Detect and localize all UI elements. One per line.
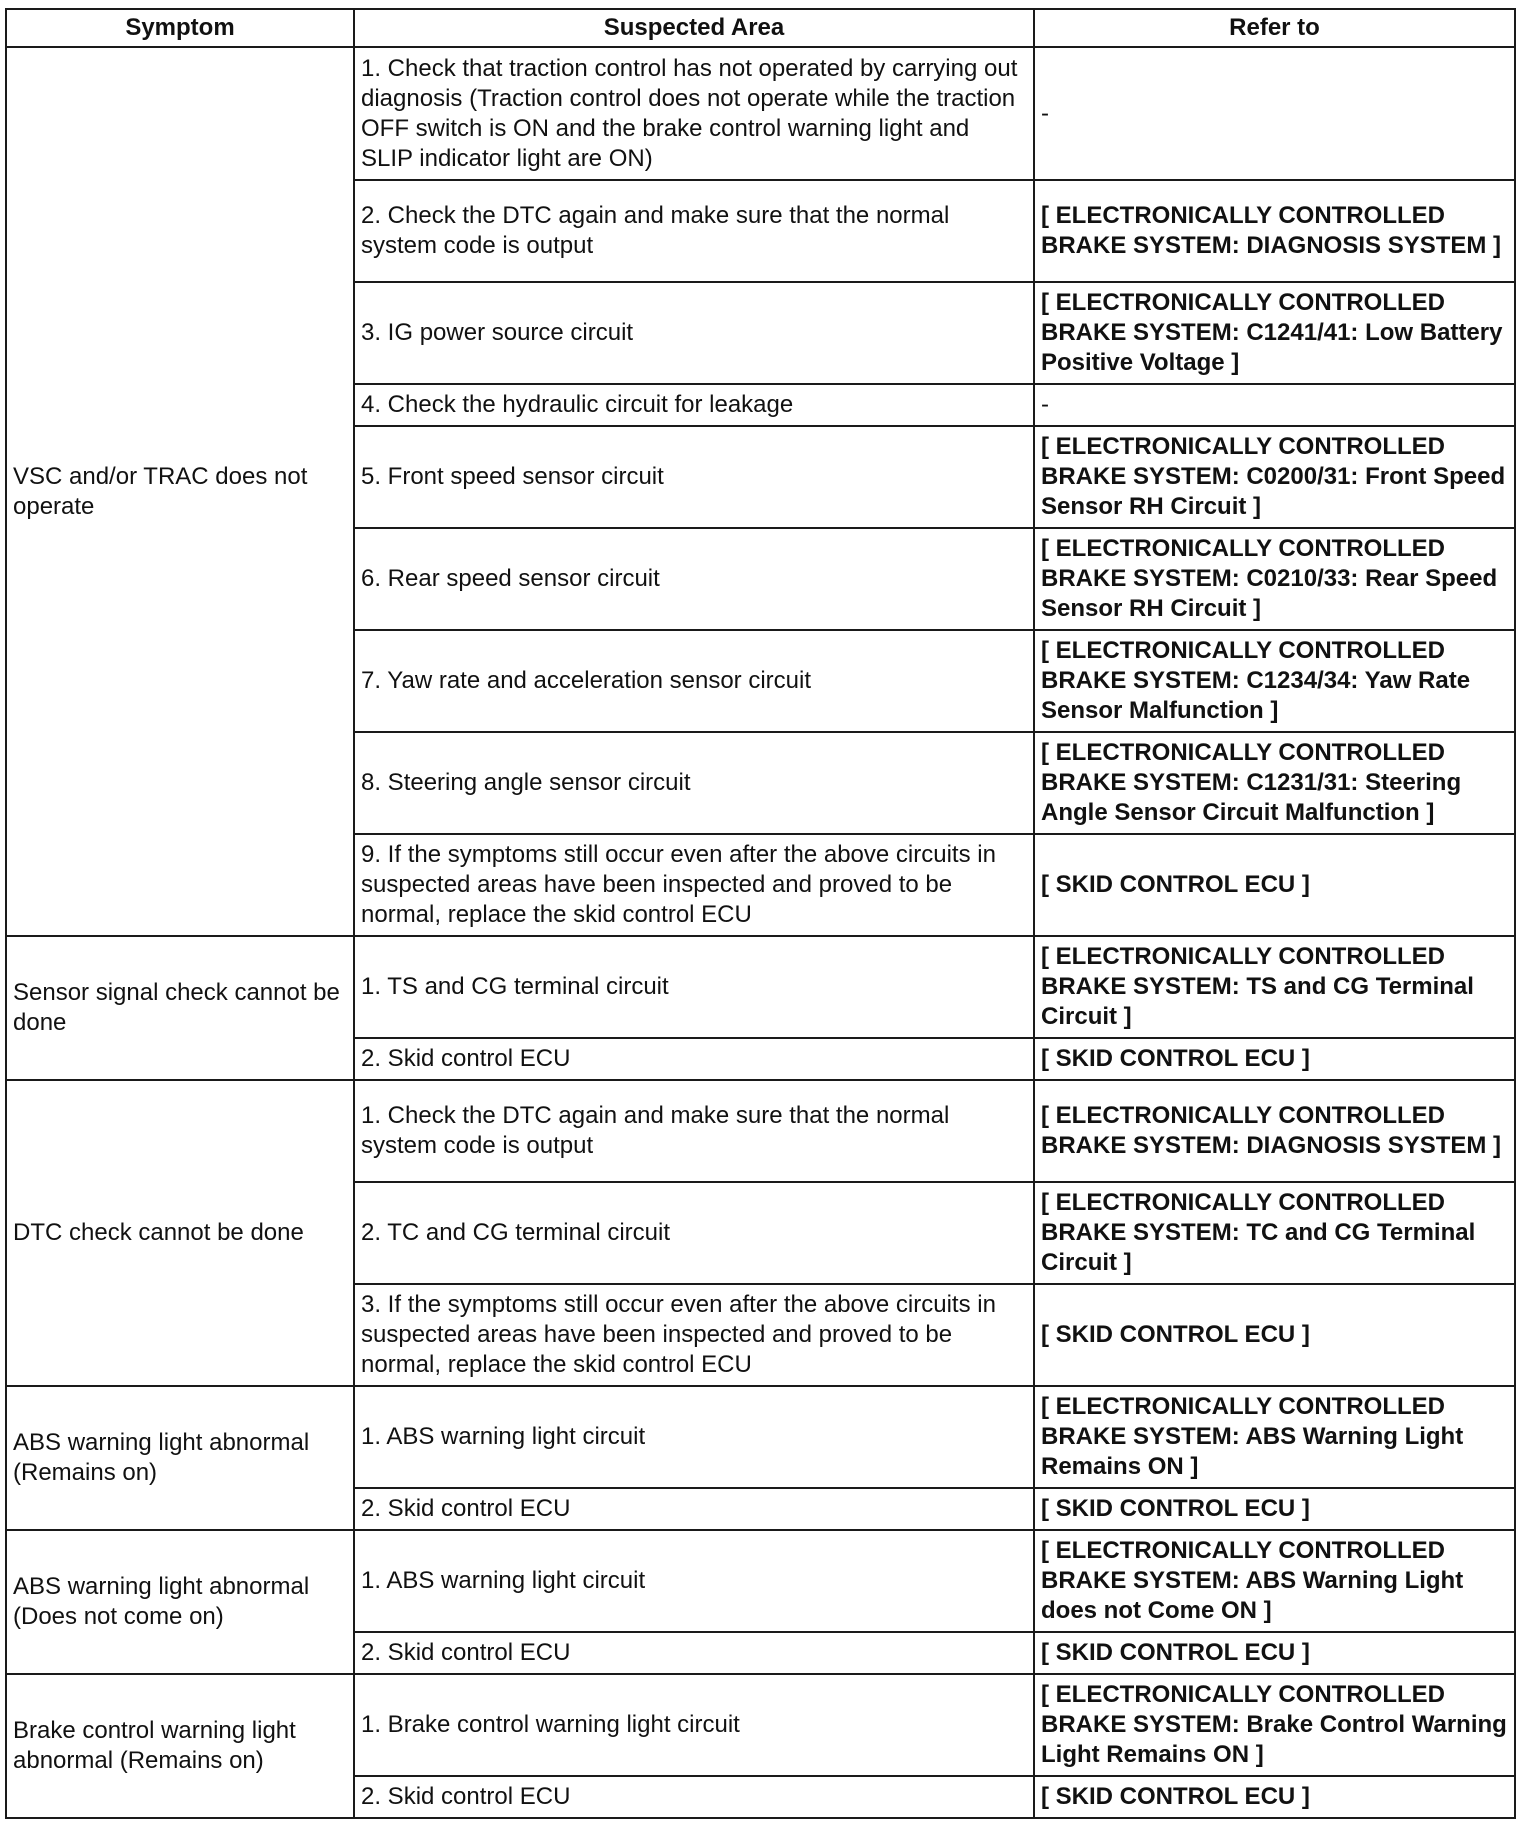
symptom-cell: ABS warning light abnormal (Remains on) <box>6 1386 354 1530</box>
refer-cell: - <box>1034 384 1515 426</box>
refer-cell: [ SKID CONTROL ECU ] <box>1034 1284 1515 1386</box>
suspected-area-cell: 9. If the symptoms still occur even after the above circuits in suspected areas have been inspected and proved to be normal, replace the skid control ECU <box>354 834 1034 936</box>
troubleshooting-table <box>5 8 1516 1819</box>
refer-cell: [ ELECTRONICALLY CONTROLLED BRAKE SYSTEM: C1231/31: Steering Angle Sensor Circuit Malfunction ] <box>1034 732 1515 834</box>
suspected-area-cell: 3. If the symptoms still occur even after the above circuits in suspected areas have been inspected and proved to be normal, replace the skid control ECU <box>354 1284 1034 1386</box>
suspected-area-cell: 2. Skid control ECU <box>354 1632 1034 1674</box>
refer-cell: [ ELECTRONICALLY CONTROLLED BRAKE SYSTEM: DIAGNOSIS SYSTEM ] <box>1034 1080 1515 1182</box>
suspected-area-cell: 2. Skid control ECU <box>354 1488 1034 1530</box>
suspected-area-cell: 1. TS and CG terminal circuit <box>354 936 1034 1038</box>
suspected-area-cell: 1. Check that traction control has not operated by carrying out diagnosis (Traction control does not operate while the traction OFF switch is ON and the brake control warning light and SLIP indicator light are ON) <box>354 47 1034 180</box>
refer-cell: [ ELECTRONICALLY CONTROLLED BRAKE SYSTEM: DIAGNOSIS SYSTEM ] <box>1034 180 1515 282</box>
refer-cell: [ SKID CONTROL ECU ] <box>1034 834 1515 936</box>
suspected-area-cell: 8. Steering angle sensor circuit <box>354 732 1034 834</box>
header-refer-to: Refer to <box>1034 9 1515 47</box>
refer-cell: [ SKID CONTROL ECU ] <box>1034 1488 1515 1530</box>
suspected-area-cell: 4. Check the hydraulic circuit for leakage <box>354 384 1034 426</box>
refer-cell: [ ELECTRONICALLY CONTROLLED BRAKE SYSTEM: Brake Control Warning Light Remains ON ] <box>1034 1674 1515 1776</box>
refer-cell: [ SKID CONTROL ECU ] <box>1034 1776 1515 1818</box>
refer-cell: [ ELECTRONICALLY CONTROLLED BRAKE SYSTEM: C0200/31: Front Speed Sensor RH Circuit ] <box>1034 426 1515 528</box>
header-suspected-area: Suspected Area <box>354 9 1034 47</box>
suspected-area-cell: 2. Skid control ECU <box>354 1776 1034 1818</box>
refer-cell: [ ELECTRONICALLY CONTROLLED BRAKE SYSTEM: TS and CG Terminal Circuit ] <box>1034 936 1515 1038</box>
suspected-area-cell: 1. ABS warning light circuit <box>354 1530 1034 1632</box>
refer-cell: [ ELECTRONICALLY CONTROLLED BRAKE SYSTEM: C1234/34: Yaw Rate Sensor Malfunction ] <box>1034 630 1515 732</box>
refer-cell: [ ELECTRONICALLY CONTROLLED BRAKE SYSTEM: ABS Warning Light Remains ON ] <box>1034 1386 1515 1488</box>
suspected-area-cell: 7. Yaw rate and acceleration sensor circuit <box>354 630 1034 732</box>
header-row <box>6 9 1515 47</box>
table-row <box>6 1530 1515 1632</box>
suspected-area-cell: 1. ABS warning light circuit <box>354 1386 1034 1488</box>
symptom-cell: DTC check cannot be done <box>6 1080 354 1386</box>
symptom-cell: ABS warning light abnormal (Does not come on) <box>6 1530 354 1674</box>
table-row <box>6 1386 1515 1488</box>
refer-cell: [ SKID CONTROL ECU ] <box>1034 1038 1515 1080</box>
suspected-area-cell: 1. Check the DTC again and make sure that the normal system code is output <box>354 1080 1034 1182</box>
symptom-cell: Sensor signal check cannot be done <box>6 936 354 1080</box>
refer-cell: [ ELECTRONICALLY CONTROLLED BRAKE SYSTEM: C1241/41: Low Battery Positive Voltage ] <box>1034 282 1515 384</box>
table-row <box>6 936 1515 1038</box>
refer-cell: - <box>1034 47 1515 180</box>
suspected-area-cell: 2. Check the DTC again and make sure that the normal system code is output <box>354 180 1034 282</box>
table-row <box>6 1674 1515 1776</box>
suspected-area-cell: 1. Brake control warning light circuit <box>354 1674 1034 1776</box>
suspected-area-cell: 2. Skid control ECU <box>354 1038 1034 1080</box>
suspected-area-cell: 5. Front speed sensor circuit <box>354 426 1034 528</box>
header-symptom: Symptom <box>6 9 354 47</box>
refer-cell: [ ELECTRONICALLY CONTROLLED BRAKE SYSTEM: ABS Warning Light does not Come ON ] <box>1034 1530 1515 1632</box>
refer-cell: [ SKID CONTROL ECU ] <box>1034 1632 1515 1674</box>
suspected-area-cell: 3. IG power source circuit <box>354 282 1034 384</box>
symptom-cell: VSC and/or TRAC does not operate <box>6 47 354 936</box>
suspected-area-cell: 6. Rear speed sensor circuit <box>354 528 1034 630</box>
suspected-area-cell: 2. TC and CG terminal circuit <box>354 1182 1034 1284</box>
table-row <box>6 47 1515 180</box>
table-row <box>6 1080 1515 1182</box>
refer-cell: [ ELECTRONICALLY CONTROLLED BRAKE SYSTEM: C0210/33: Rear Speed Sensor RH Circuit ] <box>1034 528 1515 630</box>
refer-cell: [ ELECTRONICALLY CONTROLLED BRAKE SYSTEM: TC and CG Terminal Circuit ] <box>1034 1182 1515 1284</box>
symptom-cell: Brake control warning light abnormal (Remains on) <box>6 1674 354 1818</box>
